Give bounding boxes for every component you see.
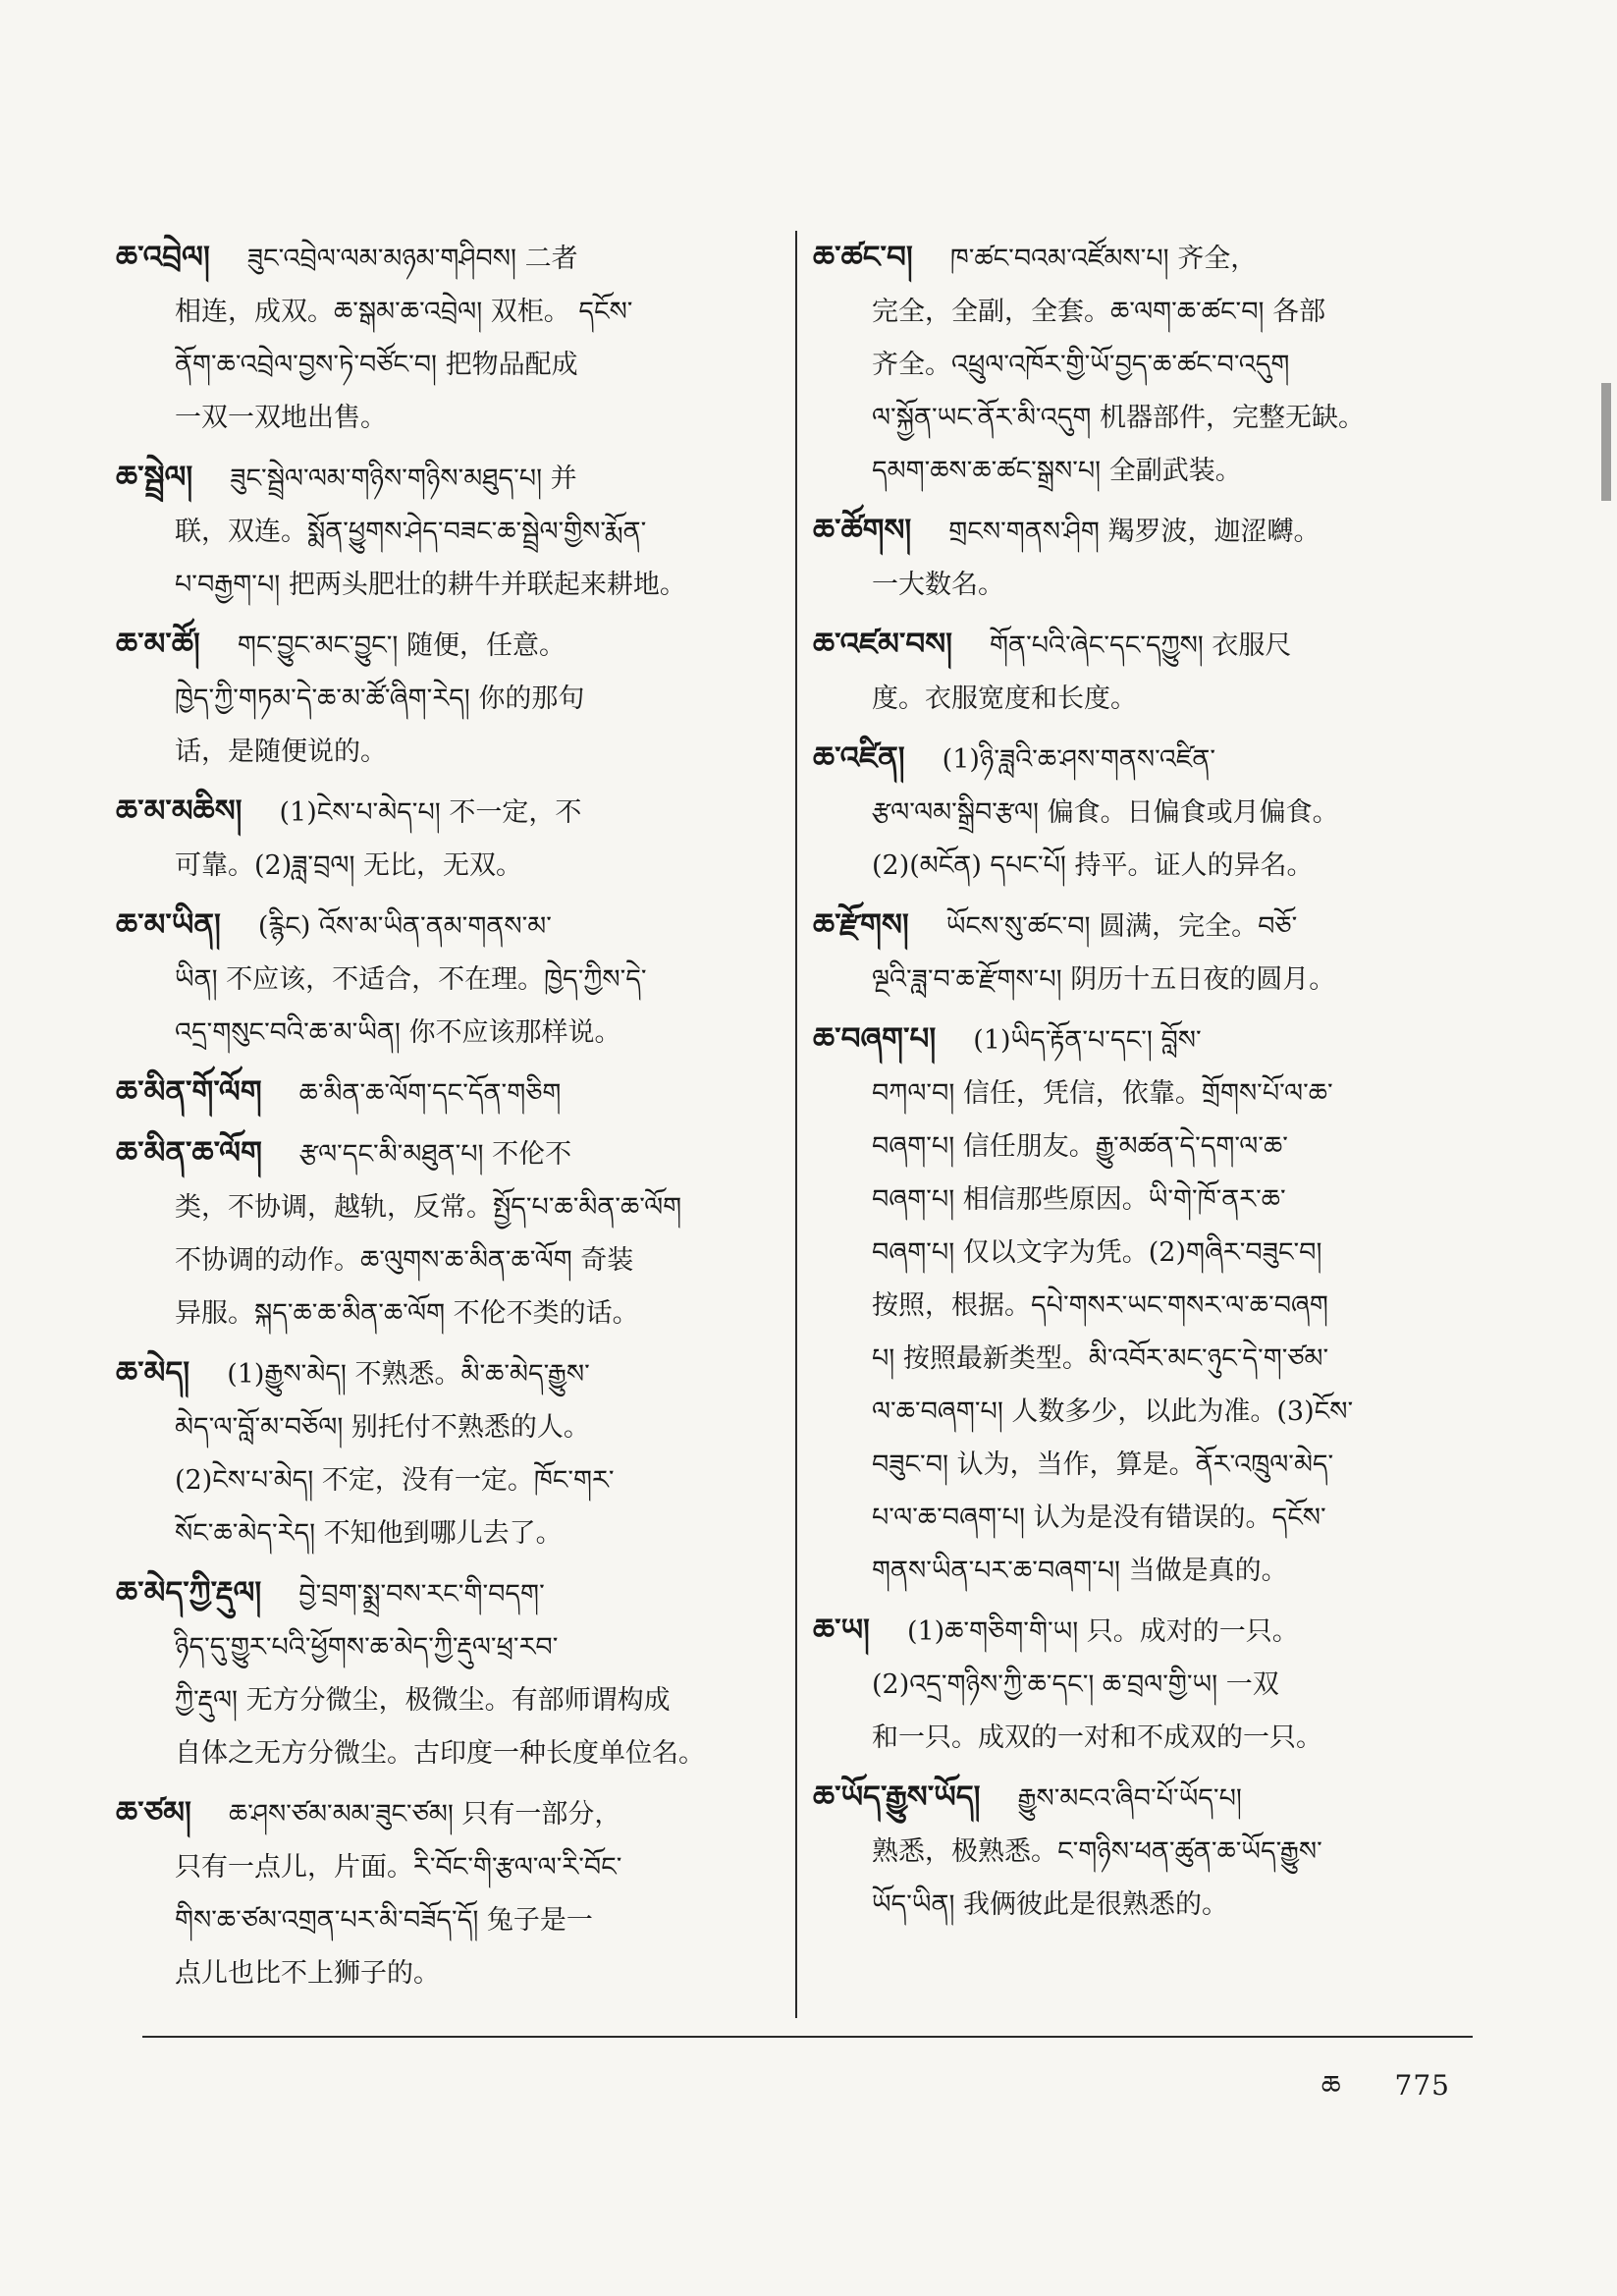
entry-continuation-line xyxy=(813,1174,1476,1227)
dictionary-entry xyxy=(813,899,1476,1007)
entry-headword: ཆ་མེད་ཀྱི་རྡུལ། xyxy=(116,1575,262,1611)
entry-headword: ཆ་བཞག་པ། xyxy=(813,1021,937,1057)
entry-headword: ཆ་མིན་གོ་ལོག xyxy=(116,1074,262,1110)
entry-definition-text: གིས་ཆ་ཙམ་འགྲན་པར་མི་བཟོད་དོ། 兔子是一 xyxy=(175,1905,593,1936)
entry-first-line xyxy=(813,231,1476,286)
entry-definition-text: ནོག་ཆ་འབྲེལ་བྱས་ཏེ་བཙོང་བ། 把物品配成 xyxy=(175,350,578,380)
entry-definition-text: 联，双连。སྨོན་ཕྱུགས་ཤེད་བཟང་ཆ་སྦྲེལ་གྱིས་རྨོན་ xyxy=(175,517,647,547)
entry-continuation-line xyxy=(813,954,1476,1007)
entry-definition-text: རྩལ་ལམ་སྒྲིབ་རྩལ། 偏食。日偏食或月偏食。 xyxy=(872,797,1339,828)
entry-continuation-line xyxy=(813,286,1476,339)
entry-definition-text: 类，不协调，越轨，反常。སྤྱོད་པ་ཆ་མིན་ཆ་ལོག xyxy=(175,1192,682,1223)
entry-definition-text: བྱེ་བྲག་སྨྲ་བས་རང་གི་བདག་ xyxy=(298,1579,545,1610)
entry-continuation-line xyxy=(116,954,779,1007)
entry-continuation-line xyxy=(116,1181,779,1234)
entry-first-line xyxy=(813,618,1476,673)
entry-headword: ཆ་འཛམ་བས། xyxy=(813,627,953,662)
entry-definition-text: པ་ལ་ཆ་བཞག་པ། 认为是没有错误的。དངོས་ xyxy=(872,1503,1326,1533)
entry-definition-text: 自体之无方分微尘。古印度一种长度单位名。 xyxy=(175,1738,705,1769)
entry-definition-text: ཀྱི་རྡུལ། 无方分微尘，极微尘。有部师谓构成 xyxy=(175,1685,671,1716)
entry-continuation-line xyxy=(813,673,1476,726)
dictionary-entry xyxy=(116,1066,779,1121)
entry-continuation-line xyxy=(116,1007,779,1060)
entry-definition-text: དམག་ཆས་ཆ་ཚང་སྒྲས་པ། 全副武装。 xyxy=(872,456,1242,486)
entry-headword: ཆ་རྫོགས། xyxy=(813,907,909,943)
entry-definition-text: ཡོངས་སུ་ཚང་བ། 圆满，完全。བཅོ་ xyxy=(945,911,1298,942)
entry-first-line xyxy=(116,785,779,840)
entry-continuation-line xyxy=(116,392,779,445)
entry-continuation-line xyxy=(813,1879,1476,1932)
entry-first-line xyxy=(116,1126,779,1181)
dictionary-entry xyxy=(116,1346,779,1560)
entry-continuation-line xyxy=(813,1439,1476,1492)
entry-continuation-line xyxy=(813,1121,1476,1174)
entry-definition-text: 异服。སྐད་ཆ་ཆ་མིན་ཆ་ལོག 不伦不类的话。 xyxy=(175,1298,639,1329)
dictionary-entry xyxy=(813,1012,1476,1598)
entry-definition-text: ཡིན། 不应该，不适合，不在理。ཁྱེད་ཀྱིས་དེ་ xyxy=(175,964,647,995)
entry-definition-text: 只有一点儿，片面。རི་བོང་གི་རྩལ་ལ་རི་བོང་ xyxy=(175,1852,622,1883)
entry-continuation-line xyxy=(813,1712,1476,1765)
entry-continuation-line xyxy=(116,1894,779,1947)
entry-definition-text: (1)ངེས་པ་མེད་པ། 不一定，不 xyxy=(279,797,582,828)
dictionary-entry xyxy=(813,231,1476,498)
entry-headword: ཆ་མེད། xyxy=(116,1355,190,1391)
entry-definition-text: (2)འདྲ་གཉིས་ཀྱི་ཆ་དང་། ཆ་བྲལ་གྱི་ཡ། 一双 xyxy=(872,1669,1279,1700)
entry-definition-text: ཟུང་འབྲེལ་ལམ་མཉམ་གཤིབས། 二者 xyxy=(246,244,578,274)
entry-first-line xyxy=(116,231,779,286)
entry-definition-text: པ་བརྒྱག་པ། 把两头肥壮的耕牛并联起来耕地。 xyxy=(175,570,686,600)
entry-definition-text: (1)ཡིད་རྟོན་པ་དང་། བློས་ xyxy=(973,1025,1202,1056)
dictionary-entry xyxy=(116,618,779,779)
entry-first-line xyxy=(116,451,779,506)
entry-first-line xyxy=(813,899,1476,954)
entry-headword: ཆ་ཚོགས། xyxy=(813,513,912,548)
entry-definition-text: བཞག་པ། 相信那些原因。ཡི་གེ་ཁོ་ནར་ཆ་ xyxy=(872,1184,1286,1215)
entry-first-line xyxy=(116,1346,779,1401)
entry-definition-text: 度。衣服宽度和长度。 xyxy=(872,683,1137,714)
entry-headword: ཆ་མ་ཡིན། xyxy=(116,907,221,943)
footer-rule xyxy=(142,2036,1473,2038)
entry-definition-text: གྲངས་གནས་ཤིག 羯罗波，迦涩嚩。 xyxy=(948,517,1321,547)
dictionary-entry xyxy=(116,1566,779,1780)
dictionary-entry xyxy=(116,1786,779,2000)
entry-continuation-line xyxy=(116,559,779,612)
entry-definition-text: 熟悉，极熟悉。ང་གཉིས་ཕན་ཚུན་ཆ་ཡོད་རྒྱུས་ xyxy=(872,1836,1322,1867)
page-edge-mark xyxy=(1601,383,1611,501)
entry-definition-text: ལ་སྐྱོན་ཡང་ནོར་མི་འདུག 机器部件，完整无缺。 xyxy=(872,403,1366,433)
dictionary-entry xyxy=(116,899,779,1060)
dictionary-entry xyxy=(116,785,779,893)
entry-definition-text: ཁ་ཚང་བའམ་འཛོམས་པ། 齐全， xyxy=(949,244,1258,274)
entry-definition-text: བཞག་པ། 仅以文字为凭。(2)གཞིར་བཟུང་བ། xyxy=(872,1237,1322,1268)
entry-headword: ཆ་ཙམ། xyxy=(116,1795,191,1831)
entry-definition-text: (རྙིང) འོས་མ་ཡིན་ནམ་གནས་མ་ xyxy=(257,911,552,942)
entry-definition-text: རྒྱུས་མངའ་ཞིབ་པོ་ཡོད་པ། xyxy=(1017,1783,1242,1814)
entry-continuation-line xyxy=(116,726,779,779)
entry-continuation-line xyxy=(116,1727,779,1780)
dictionary-entry xyxy=(813,732,1476,893)
dictionary-entry xyxy=(116,231,779,445)
entry-continuation-line xyxy=(813,1227,1476,1280)
entry-continuation-line xyxy=(116,1947,779,2000)
left-column xyxy=(116,231,779,2006)
entry-continuation-line xyxy=(116,339,779,392)
right-column xyxy=(813,231,1476,1938)
entry-first-line xyxy=(813,504,1476,559)
entry-definition-text: 一双一双地出售。 xyxy=(175,403,387,433)
entry-continuation-line xyxy=(813,339,1476,392)
entry-definition-text: གང་བྱུང་མང་བྱུང་། 随便，任意。 xyxy=(237,630,566,661)
entry-continuation-line xyxy=(116,1287,779,1340)
entry-continuation-line xyxy=(116,1621,779,1674)
entry-headword: ཆ་ཡོད་རྒྱུས་ཡོད། xyxy=(813,1779,981,1815)
entry-first-line xyxy=(813,1604,1476,1659)
entry-definition-text: 按照，根据。དཔེ་གསར་ཡང་གསར་ལ་ཆ་བཞག xyxy=(872,1290,1328,1321)
entry-continuation-line xyxy=(813,1067,1476,1121)
entry-definition-text: (1)ཉི་ཟླའི་ཆ་ཤས་གནས་འཛིན་ xyxy=(942,744,1216,775)
entry-headword: ཆ་སྦྲེལ། xyxy=(116,460,193,495)
entry-definition-text: 点儿也比不上狮子的。 xyxy=(175,1958,440,1989)
dictionary-entry xyxy=(813,1604,1476,1765)
entry-continuation-line xyxy=(116,1454,779,1507)
entry-continuation-line xyxy=(116,673,779,726)
entry-continuation-line xyxy=(116,286,779,339)
entry-continuation-line xyxy=(813,1280,1476,1333)
entry-continuation-line xyxy=(116,1234,779,1287)
entry-definition-text: བཞག་པ། 信任朋友。རྒྱུ་མཚན་དེ་དག་ལ་ཆ་ xyxy=(872,1131,1288,1162)
dictionary-entry xyxy=(813,618,1476,726)
entry-definition-text: མེད་ལ་བློ་མ་བཅོལ། 别托付不熟悉的人。 xyxy=(175,1412,590,1443)
entry-definition-text: ཉིད་དུ་གྱུར་པའི་ཕྱོགས་ཆ་མེད་ཀྱི་རྡུལ་ཕྲ་རབ་ xyxy=(175,1632,559,1663)
page-footer xyxy=(1321,2054,1450,2132)
entry-definition-text: (1)རྒྱུས་མེད། 不熟悉。མི་ཆ་མེད་རྒྱུས་ xyxy=(227,1359,590,1390)
entry-first-line xyxy=(813,1771,1476,1826)
entry-first-line xyxy=(813,1012,1476,1067)
entry-definition-text: གནས་ཡིན་པར་ཆ་བཞག་པ། 当做是真的。 xyxy=(872,1556,1288,1586)
entry-definition-text: གོན་པའི་ཞེང་དང་དཀྱུས། 衣服尺 xyxy=(990,630,1292,661)
entry-headword: ཆ་ཡ། xyxy=(813,1613,870,1648)
entry-definition-text: ཡོད་ཡིན། 我俩彼此是很熟悉的。 xyxy=(872,1889,1229,1920)
entry-definition-text: བཀལ་བ། 信任，凭信，依靠。གྲོགས་པོ་ལ་ཆ་ xyxy=(872,1078,1333,1109)
entry-first-line xyxy=(813,732,1476,787)
entry-continuation-line xyxy=(116,1507,779,1560)
entry-definition-text: ཆ་མིན་ཆ་ལོག་དང་དོན་གཅིག xyxy=(298,1078,562,1109)
entry-continuation-line xyxy=(813,445,1476,498)
entry-continuation-line xyxy=(813,392,1476,445)
entry-definition-text: པ། 按照最新类型。མི་འབོར་མང་ཉུང་དེ་ག་ཙམ་ xyxy=(872,1343,1329,1374)
dictionary-entry xyxy=(116,451,779,612)
entry-definition-text: (2)ངེས་པ་མེད། 不定，没有一定。ཁོང་གར་ xyxy=(175,1465,615,1496)
footer-section-letter: ཆ xyxy=(1321,2069,1342,2102)
entry-headword: ཆ་མ་མཆིས། xyxy=(116,793,243,829)
entry-continuation-line xyxy=(116,1401,779,1454)
entry-definition-text: 不协调的动作。ཆ་ལུགས་ཆ་མིན་ཆ་ལོག 奇装 xyxy=(175,1245,634,1276)
entry-definition-text: བཟུང་བ། 认为，当作，算是。ནོར་འཁྲུལ་མེད་ xyxy=(872,1449,1334,1480)
entry-definition-text: (1)ཆ་གཅིག་གི་ཡ། 只。成对的一只。 xyxy=(906,1616,1299,1647)
entry-definition-text: 齐全。འཕྲུལ་འཁོར་གྱི་ཡོ་བྱད་ཆ་ཚང་བ་འདུག xyxy=(872,350,1290,380)
entry-continuation-line xyxy=(813,840,1476,893)
entry-continuation-line xyxy=(813,1386,1476,1439)
entry-definition-text: 相连，成双。ཆ་སྒམ་ཆ་འབྲེལ། 双柜。 དངོས་ xyxy=(175,297,633,327)
entry-definition-text: འདྲ་གསུང་བའི་ཆ་མ་ཡིན། 你不应该那样说。 xyxy=(175,1017,621,1048)
entry-definition-text: 完全，全副，全套。ཆ་ལག་ཆ་ཚང་བ། 各部 xyxy=(872,297,1326,327)
entry-continuation-line xyxy=(116,1841,779,1894)
entry-first-line xyxy=(116,1066,779,1121)
entry-definition-text: (2)(མངོན) དཔང་པོ། 持平。证人的异名。 xyxy=(872,850,1314,881)
entry-headword: ཆ་འབྲེལ། xyxy=(116,240,210,275)
dictionary-entry xyxy=(116,1126,779,1340)
entry-first-line xyxy=(116,899,779,954)
entry-definition-text: ལྔའི་ཟླ་བ་ཆ་རྫོགས་པ། 阴历十五日夜的圆月。 xyxy=(872,964,1336,995)
entry-headword: ཆ་མ་ཚོ། xyxy=(116,627,200,662)
entry-continuation-line xyxy=(813,1333,1476,1386)
entry-continuation-line xyxy=(813,787,1476,840)
entry-headword: ཆ་མིན་ཆ་ལོག xyxy=(116,1135,262,1171)
entry-headword: ཆ་འཛིན། xyxy=(813,740,905,776)
entry-definition-text: 和一只。成双的一对和不成双的一只。 xyxy=(872,1722,1322,1753)
entry-definition-text: རྩལ་དང་མི་མཐུན་པ། 不伦不 xyxy=(298,1139,572,1170)
entry-definition-text: ལ་ཆ་བཞག་པ། 人数多少，以此为准。(3)ངོས་ xyxy=(872,1396,1354,1427)
entry-first-line xyxy=(116,1786,779,1841)
entry-definition-text: ཟུང་སྦྲེལ་ལམ་གཉིས་གཉིས་མཐུད་པ། 并 xyxy=(230,464,577,494)
column-divider xyxy=(795,231,797,2018)
dictionary-entry xyxy=(813,504,1476,612)
entry-definition-text: 话，是随便说的。 xyxy=(175,737,387,767)
entry-continuation-line xyxy=(813,559,1476,612)
entry-definition-text: ཁྱེད་ཀྱི་གཏམ་དེ་ཆ་མ་ཚོ་ཞིག་རེད། 你的那句 xyxy=(175,683,585,714)
entry-first-line xyxy=(116,618,779,673)
entry-continuation-line xyxy=(813,1826,1476,1879)
dictionary-entry xyxy=(813,1771,1476,1932)
entry-continuation-line xyxy=(813,1545,1476,1598)
entry-first-line xyxy=(116,1566,779,1621)
entry-definition-text: 可靠。(2)ཟླ་བྲལ། 无比，无双。 xyxy=(175,850,523,881)
page-number: 775 xyxy=(1394,2069,1450,2102)
entry-continuation-line xyxy=(813,1492,1476,1545)
entry-headword: ཆ་ཚང་བ། xyxy=(813,240,913,275)
entry-continuation-line xyxy=(813,1659,1476,1712)
entry-definition-text: 一大数名。 xyxy=(872,570,1004,600)
entry-continuation-line xyxy=(116,840,779,893)
entry-definition-text: སོང་ཆ་མེད་རེད། 不知他到哪儿去了。 xyxy=(175,1518,563,1549)
entry-continuation-line xyxy=(116,506,779,559)
entry-definition-text: ཆ་ཤས་ཙམ་མམ་ཟུང་ཙམ། 只有一部分， xyxy=(228,1799,621,1830)
entry-continuation-line xyxy=(116,1674,779,1727)
